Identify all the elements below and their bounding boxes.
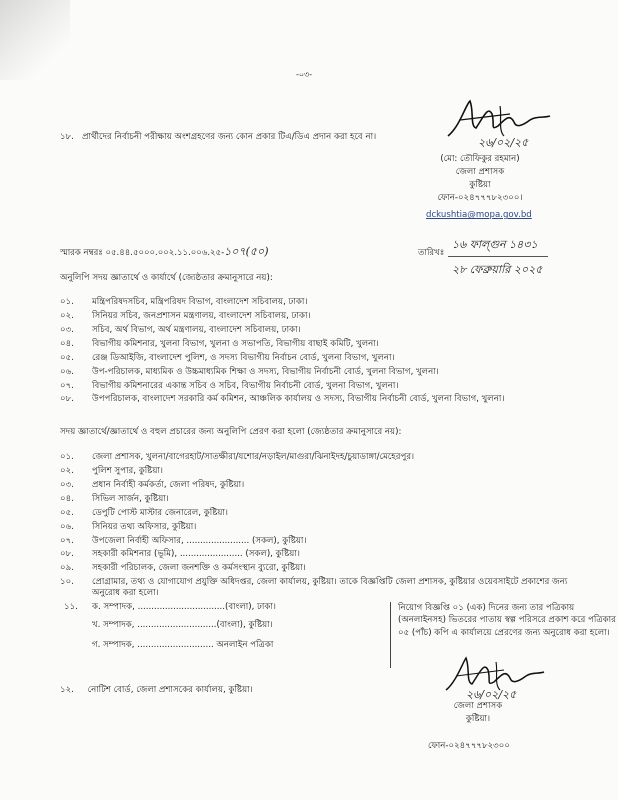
newspaper-line: খ. সম্পাদক, .............................(বাংলা), কুষ্টিয়া।: [92, 620, 273, 630]
list-item: ০৬. সিনিয়র তথ্য অফিসার, কুষ্টিয়া।: [60, 521, 197, 532]
list-item: ০১. জেলা প্রশাসক, খুলনা/বাগেরহাট/সাতক্ষীরা/যশোর/নড়াইল/মাগুরা/ঝিনাইদহ/চুয়াডাঙ্গা/মেহেরপুর।: [60, 452, 415, 462]
memo-handwritten-number: ১০৭(৫০): [224, 245, 269, 258]
list-item: ০৯. সহকারী পরিচালক, জেলা জনশক্তি ও কর্মসংস্থান ব্যুরো, কুষ্টিয়া।: [60, 563, 306, 574]
signature-date: ২৬/০২/২৫: [466, 688, 517, 701]
column-divider: [390, 602, 391, 668]
list-item: ০৩. সচিব, অর্থ বিভাগ, অর্থ মন্ত্রণালয়, বাংলাদেশ সচিবালয়, ঢাকা।: [60, 324, 301, 335]
list-item: ০৫. রেঞ্জ ডিআইজি, বাংলাদেশ পুলিশ, ও সদস্য বিভাগীয় নির্বাচন বোর্ড, খুলনা বিভাগ, খুলনা।: [60, 352, 395, 363]
newspaper-line: গ. সম্পাদক, ............................ অনলাইন পত্রিকা: [92, 640, 274, 650]
item-18: [60, 132, 376, 143]
signatory-email[interactable]: dckushtia@mopa.gov.bd: [426, 210, 532, 220]
date-divider: [448, 256, 548, 257]
date-label: তারিখঃ: [418, 248, 445, 258]
signatory-district: কুষ্টিয়া।: [465, 713, 491, 724]
list-item: ০১. মন্ত্রিপরিষদসচিব, মন্ত্রিপরিষদ বিভাগ, বাংলাদেশ সচিবালয়, ঢাকা।: [60, 297, 308, 307]
list-item: ০৭. বিভাগীয় কমিশনারের একান্ত সচিব ও সচিব, বিভাগীয় নির্বাচনী বোর্ড, খুলনা বিভাগ, খুলনা।: [60, 380, 399, 391]
list-item: ০২. পুলিশ সুপার, কুষ্টিয়া।: [60, 465, 163, 476]
copy-list-2: [60, 452, 580, 602]
list-item: ০২. সিনিয়র সচিব, জনপ্রশাসন মন্ত্রণালয়, বাংলাদেশ সচিবালয়, ঢাকা।: [60, 310, 311, 321]
list-item: ০৪. সিভিল সার্জন, কুষ্টিয়া।: [60, 493, 169, 504]
item-12-num: ১২.: [60, 685, 74, 695]
list-item: ১০. প্রোগ্রামার, তথ্য ও যোগাযোগ প্রযুক্তি অধিদপ্তর, জেলা কার্যালয়, কুষ্টিয়া। তাকে বিজ্ঞপ্তিটি জেলা প্রশাসক, কুষ্টিয়ার ওয়েবসাইটে প্রকাশের জন্য অনুরোধ করা হলো।: [60, 577, 568, 599]
list-item: ০৫. ডেপুটি পোস্ট মাস্টার জেনারেল, কুষ্টিয়া।: [60, 507, 228, 518]
copy-intro-1: অনুলিপি সদয় জ্ঞাতার্থে ও কার্যার্থে (জ্যেষ্ঠতার ক্রমানুসারে নয়):: [60, 273, 273, 283]
list-item: ০৮. সহকারী কমিশনার (ভূমি), ....................... (সকল), কুষ্টিয়া।: [60, 549, 300, 560]
item-12-text: নোটিশ বোর্ড, জেলা প্রশাসকের কার্যালয়, কুষ্টিয়া।: [87, 685, 253, 695]
signatory-title: জেলা প্রশাসক: [455, 166, 505, 177]
list-item: ০৬. উপ-পরিচালক, মাধ্যমিক ও উচ্চমাধ্যমিক শিক্ষা ও সদস্য, বিভাগীয় নির্বাচনী বোর্ড, খুলনা বিভাগ, খুলনা।: [60, 366, 439, 377]
page-number: -০৩-: [296, 70, 313, 79]
item-18-num: ১৮.: [60, 132, 74, 142]
memo-number: [60, 245, 269, 259]
list-item: ০৮. উপপরিচালক, বাংলাদেশ সরকারি কর্ম কমিশন, আঞ্চলিক কার্যালয় ও সদস্য, বিভাগীয় নির্বাচনী বোর্ড, খুলনা বিভাগ, খুলনা।: [60, 394, 505, 405]
signatory-phone: ফোন-০২৪৭৭৭৮২৩০০: [428, 741, 510, 751]
list-item: ০৩. প্রধান নির্বাহী কর্মকর্তা, জেলা পরিষদ, কুষ্টিয়া।: [60, 479, 245, 490]
item-12: [60, 685, 253, 696]
newspaper-line: ক. সম্পাদক, ................................(বাংলা), ঢাকা।: [92, 602, 276, 612]
item-18-text: প্রার্থীদের নির্বাচনী পরীক্ষায় অংশগ্রহণের জন্য কোন প্রকার টিএ/ডিএ প্রদান করা হবে না।: [82, 132, 377, 142]
signatory-phone: ফোন-০২৪৭৭৭৮২৩০০।: [437, 192, 523, 203]
copy-intro-2: সদয় জ্ঞাতার্থে/জ্ঞাতার্থে ও বহুল প্রচারের জন্য অনুলিপি প্রেরণ করা হলো (জ্যেষ্ঠতার ক্রমানুসারে নয়):: [60, 427, 402, 437]
signatory-block: [420, 153, 540, 205]
page-fold-shadow: [0, 0, 70, 80]
signatory-block-2: [428, 700, 528, 726]
signatory-name: (মো: তৌফিকুর রহমান): [440, 154, 520, 164]
signatory-title: জেলা প্রশাসক: [453, 701, 503, 711]
item-11-num: ১১.: [64, 602, 78, 612]
signature-date: ২৬/০২/২৫: [478, 136, 529, 149]
newspaper-note: নিয়োগ বিজ্ঞপ্তি ০১ (এক) দিনের জন্য তার পত্রিকায় (অনলাইনসহ) ভিতরের পাতায় স্বল্প পরিসরে প্রকাশ করে পত্রিকার ০৫ (পাঁচ) কপি এ কার্যালয়ে প্রেরণের জন্য অনুরোধ করা হলো।: [398, 603, 616, 638]
copy-list-1: [60, 297, 580, 408]
date-bangla: ১৬ ফাল্গুন ১৪৩১: [452, 238, 538, 251]
date-english: ২৮ ফেব্রুয়ারি ২০২৫: [452, 263, 543, 276]
memo-label: স্মারক নম্বরঃ ০৫.৪৪.৫০০০.০০২.১১.০০৬.২৫-: [60, 248, 225, 258]
list-item: ০৪. বিভাগীয় কমিশনার, খুলনা বিভাগ, খুলনা ও সভাপতি, বিভাগীয় বাছাই কমিটি, খুলনা।: [60, 338, 379, 349]
signatory-district: কুষ্টিয়া: [469, 179, 491, 190]
list-item: ০৭. উপজেলা নির্বাহী অফিসার, ....................... (সকল), কুষ্টিয়া।: [60, 535, 307, 546]
